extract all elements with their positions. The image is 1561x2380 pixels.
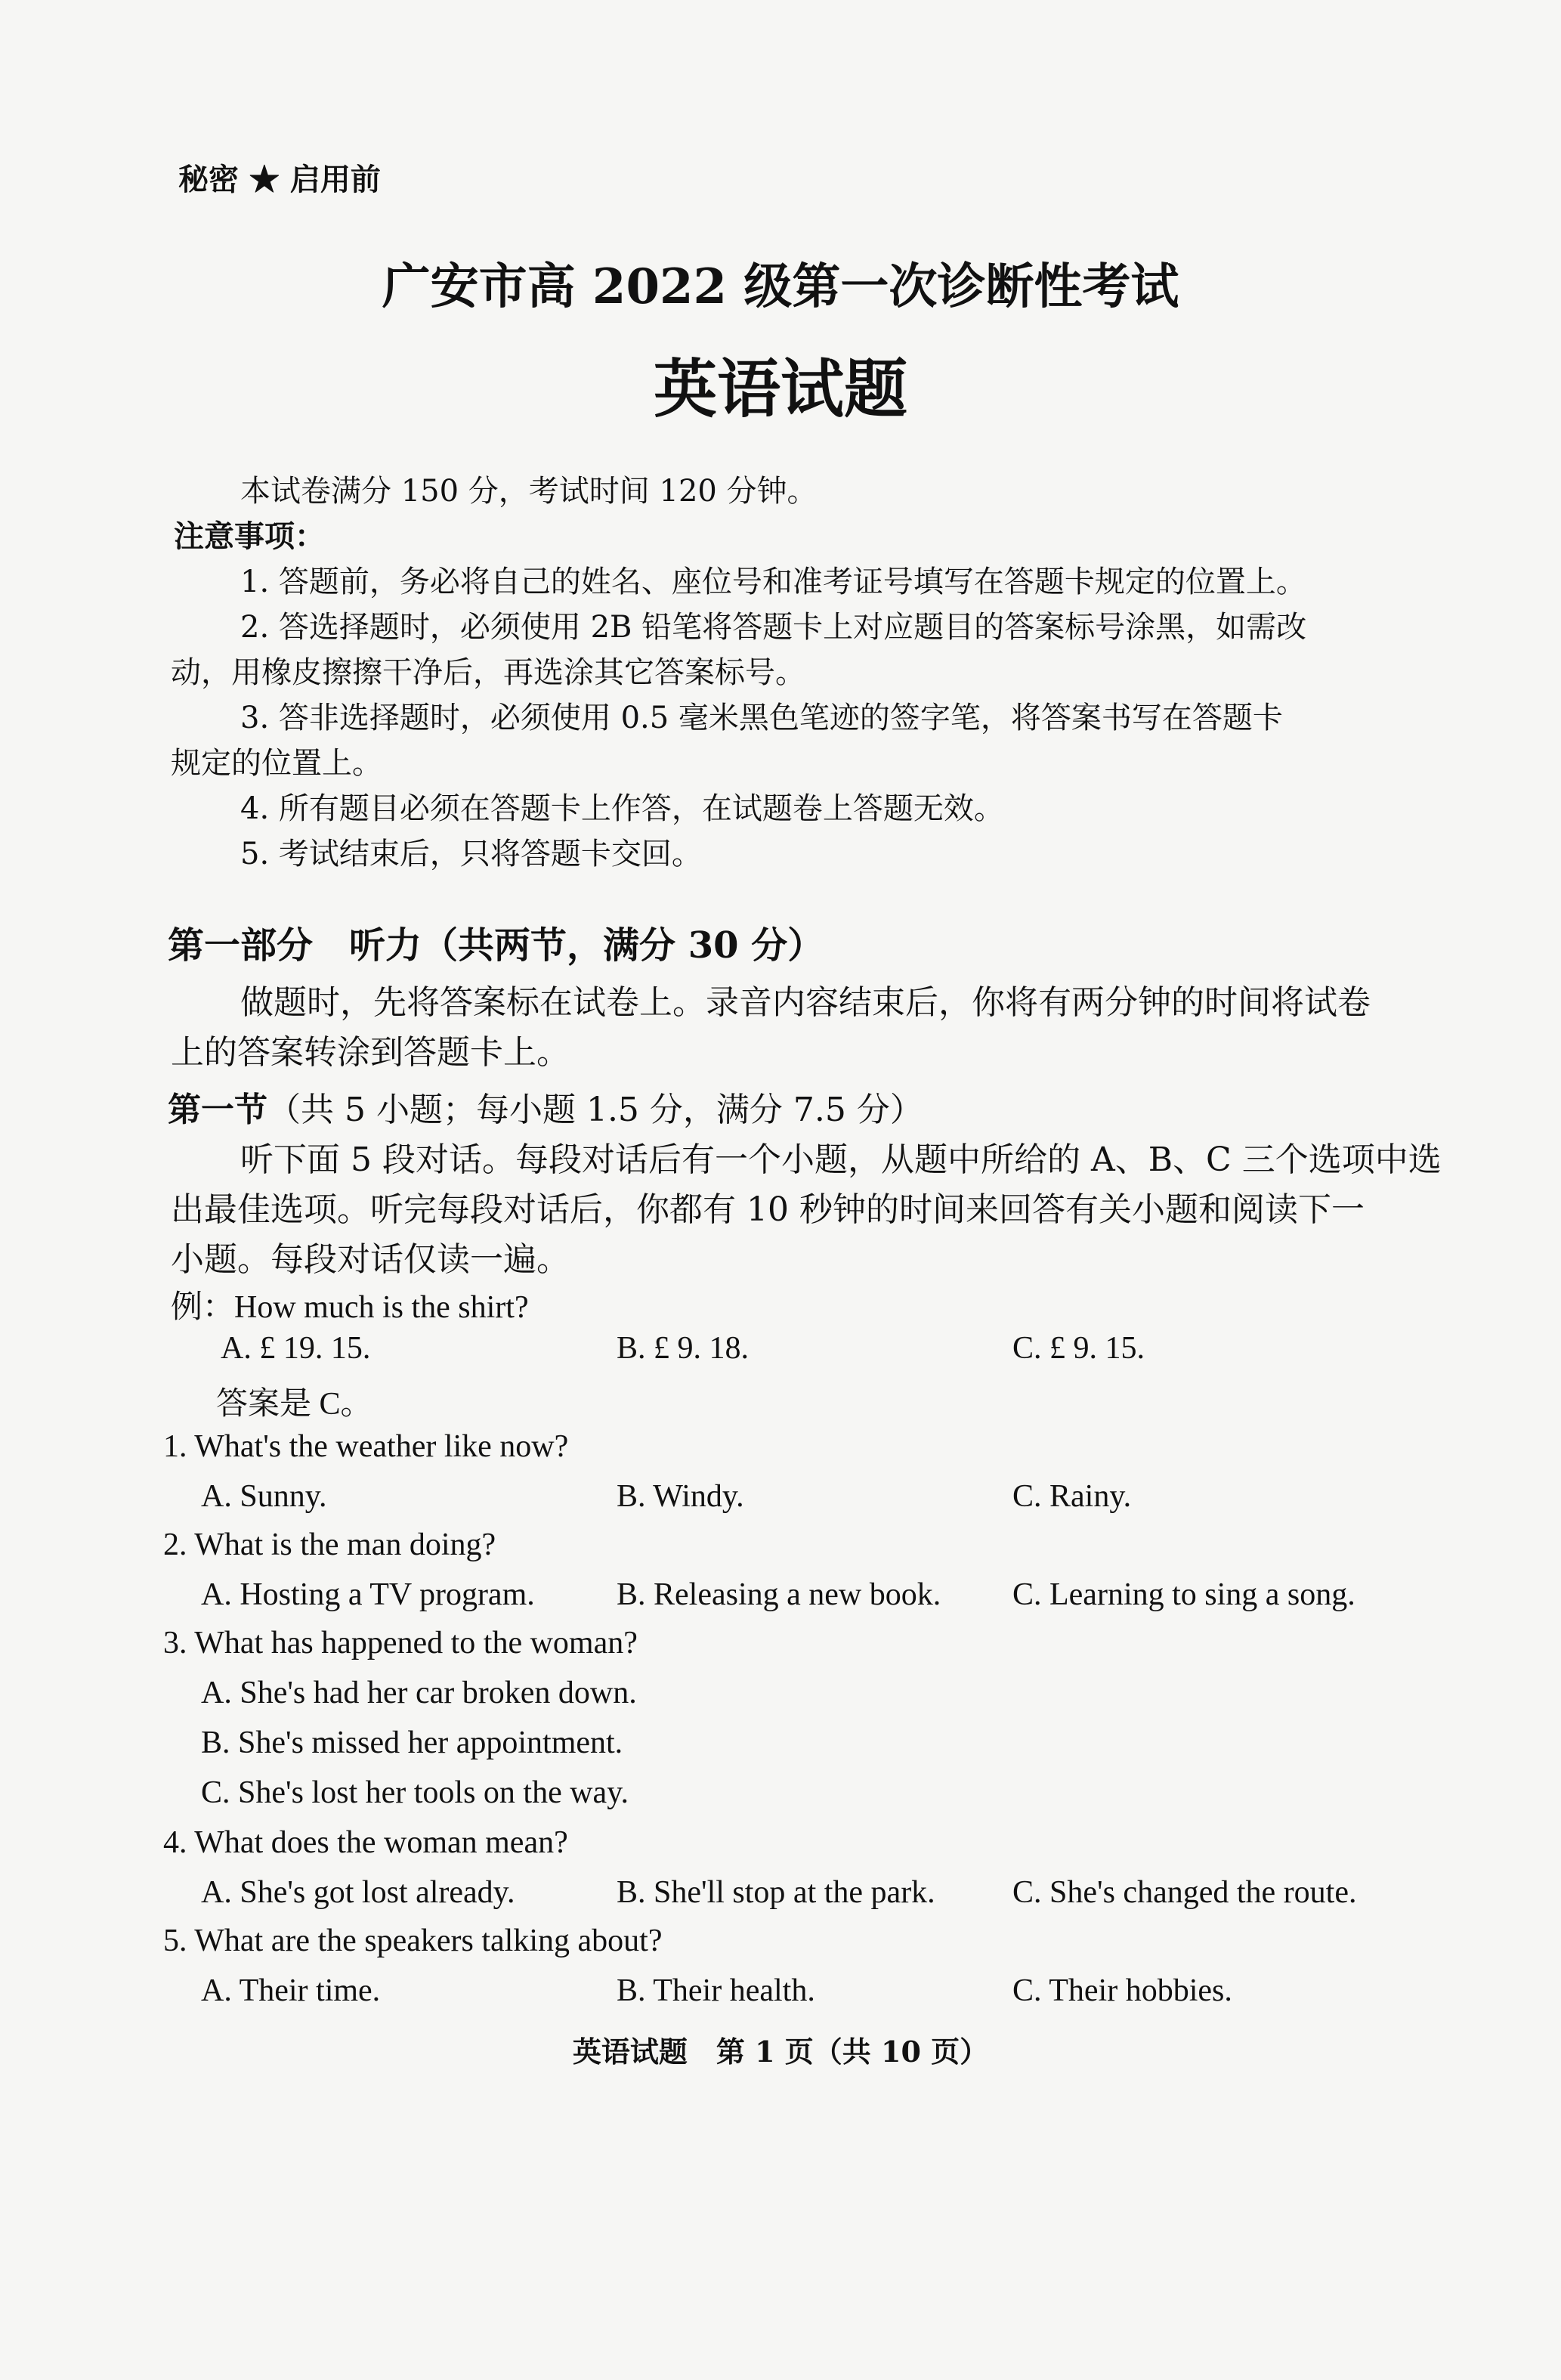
question-1: 1. What's the weather like now? (163, 1429, 569, 1464)
question-3-option-b: B. She's missed her appointment. (201, 1725, 623, 1760)
example-answer: 答案是 C。 (216, 1387, 372, 1422)
section1-heading (168, 1082, 923, 1131)
question-2: 2. What is the man doing? (163, 1527, 496, 1562)
note-item-4: 4. 所有题目必须在答题卡上作答，在试题卷上答题无效。 (240, 791, 1004, 826)
example-option-b: B. £ 9. 18. (617, 1331, 750, 1366)
question-2-option-c: C. Learning to sing a song. (1012, 1577, 1355, 1612)
note-item-2-cont: 动，用橡皮擦擦干净后，再选涂其它答案标号。 (171, 655, 805, 690)
note-item-2: 2. 答选择题时，必须使用 2B 铅笔将答题卡上对应题目的答案标号涂黑，如需改 (240, 610, 1307, 645)
page-footer: 英语试题 第 1 页（共 10 页） (572, 2035, 989, 2069)
question-4-option-c: C. She's changed the route. (1012, 1875, 1357, 1910)
section1-info: （共 5 小题；每小题 1.5 分，满分 7.5 分） (267, 1091, 923, 1129)
question-4-option-a: A. She's got lost already. (201, 1875, 515, 1910)
part1-heading: 第一部分 听力（共两节，满分 30 分） (168, 924, 824, 967)
confidential-label: 秘密 ★ 启用前 (178, 162, 381, 197)
note-item-3: 3. 答非选择题时，必须使用 0.5 毫米黑色笔迹的签字笔，将答案书写在答题卡 (240, 701, 1283, 735)
question-2-option-a: A. Hosting a TV program. (201, 1577, 535, 1612)
question-5-option-b: B. Their health. (617, 1973, 815, 2008)
exam-title: 广安市高 2022 级第一次诊断性考试 (382, 258, 1179, 315)
intro-text: 本试卷满分 150 分，考试时间 120 分钟。 (240, 474, 818, 509)
question-1-option-c: C. Rainy. (1012, 1479, 1132, 1514)
question-4: 4. What does the woman mean? (163, 1825, 568, 1860)
question-1-option-a: A. Sunny. (201, 1479, 327, 1514)
question-4-option-b: B. She'll stop at the park. (617, 1875, 935, 1910)
part1-desc: 做题时，先将答案标在试卷上。录音内容结束后，你将有两分钟的时间将试卷 (240, 983, 1371, 1022)
question-3: 3. What has happened to the woman? (163, 1626, 638, 1660)
note-item-5: 5. 考试结束后，只将答题卡交回。 (240, 837, 702, 871)
section1-label: 第一节 (168, 1091, 267, 1129)
question-5-option-a: A. Their time. (201, 1973, 381, 2008)
example-option-c: C. £ 9. 15. (1012, 1331, 1145, 1366)
question-3-option-c: C. She's lost her tools on the way. (201, 1775, 629, 1810)
section1-desc: 听下面 5 段对话。每段对话后有一个小题，从题中所给的 A、B、C 三个选项中选 (240, 1140, 1442, 1179)
question-1-option-b: B. Windy. (617, 1479, 744, 1514)
notes-heading: 注意事项： (174, 518, 325, 554)
subject-title: 英语试题 (653, 351, 907, 426)
example-option-a: A. £ 19. 15. (221, 1331, 371, 1366)
part1-desc-cont: 上的答案转涂到答题卡上。 (171, 1033, 570, 1072)
question-3-option-a: A. She's had her car broken down. (201, 1676, 637, 1710)
question-2-option-b: B. Releasing a new book. (617, 1577, 941, 1612)
question-5: 5. What are the speakers talking about? (163, 1923, 663, 1958)
note-item-1: 1. 答题前，务必将自己的姓名、座位号和准考证号填写在答题卡规定的位置上。 (240, 565, 1306, 599)
example-question: 例：How much is the shirt? (171, 1290, 529, 1325)
question-5-option-c: C. Their hobbies. (1012, 1973, 1232, 2008)
section1-desc-cont2: 小题。每段对话仅读一遍。 (171, 1240, 570, 1279)
note-item-3-cont: 规定的位置上。 (171, 746, 382, 781)
section1-desc-cont: 出最佳选项。听完每段对话后，你都有 10 秒钟的时间来回答有关小题和阅读下一 (171, 1190, 1365, 1229)
